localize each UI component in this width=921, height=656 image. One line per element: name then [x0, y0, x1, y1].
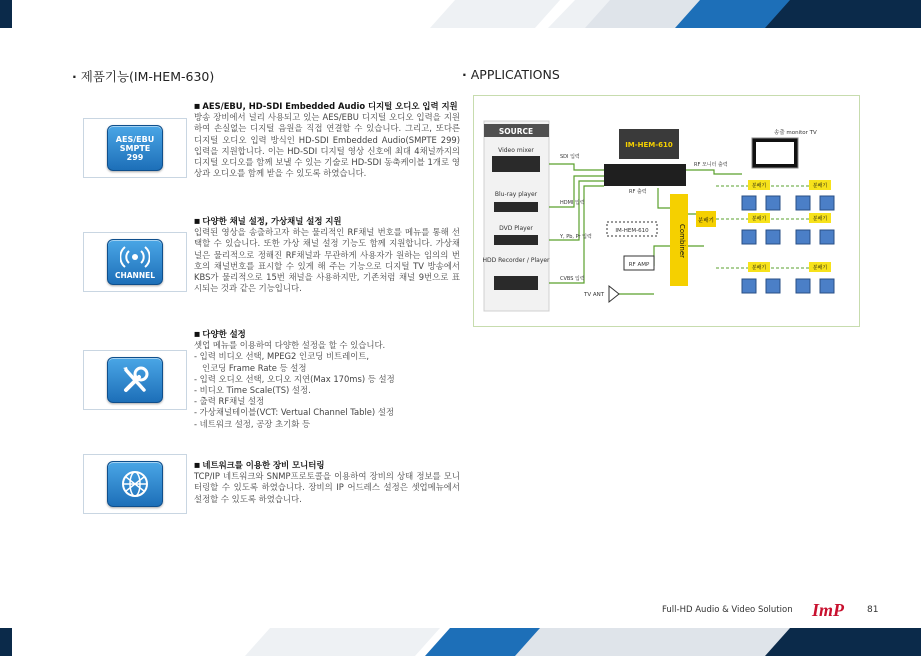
- source-bluray-label: Blu-ray player: [494, 191, 538, 198]
- video-mixer-device: [492, 156, 540, 172]
- distributor-label: 분배기: [698, 218, 714, 224]
- settings-item: 인코딩 Frame Rate 등 설정: [202, 362, 307, 373]
- settings-list: [194, 351, 460, 429]
- splitter-label: 분배기: [812, 216, 828, 222]
- icon-text-line-3: 299: [126, 152, 144, 162]
- features-section-title: · 제품기능(IM-HEM-630): [72, 69, 215, 84]
- settings-item: - 비디오 Time Scale(TS) 설정.: [194, 385, 311, 396]
- icon-text-line-1: AES/EBU: [115, 134, 155, 144]
- antenna-icon: [609, 286, 619, 302]
- page-number: 81: [867, 605, 879, 615]
- page-footer: [662, 600, 879, 620]
- features-title-text: 제품기능(IM-HEM-630): [80, 69, 215, 84]
- feature-aes-ebu: [83, 101, 461, 199]
- globe-icon: [119, 468, 151, 500]
- splitter-label: 분배기: [751, 183, 767, 189]
- feature-intro: 셋업 메뉴를 이용하여 다양한 설정을 할 수 있습니다.: [194, 340, 386, 351]
- monitor-out-label: RF 모니터 출력: [694, 162, 728, 168]
- top-decorative-band: [0, 0, 921, 28]
- feature-text: [194, 216, 460, 294]
- applications-section-title: · APPLICATIONS: [462, 67, 560, 82]
- feature-channel-settings: [83, 216, 461, 312]
- source-hdd-label-1: HDD Recorder / Player: [482, 257, 550, 264]
- signal-cvbs: CVBS 입력: [560, 276, 585, 282]
- feature-heading: ■ 다양한 설정: [194, 329, 460, 340]
- settings-item: - 네트워크 설정, 공장 초기화 등: [194, 418, 311, 429]
- combiner-label: Combiner: [678, 224, 686, 258]
- feature-text: [194, 101, 460, 179]
- brand-logo: ImP: [812, 600, 845, 620]
- applications-diagram: [473, 95, 860, 327]
- network-globe-icon: [107, 461, 163, 507]
- monitor-screen: [756, 142, 794, 164]
- signal-sdi: SDI 입력: [560, 154, 580, 160]
- settings-item: - 입력 비디오 선택, MPEG2 인코딩 비트레이트,: [194, 351, 370, 362]
- device-label: IM-HEM-610: [625, 141, 673, 149]
- icon-text-line-2: SMPTE: [119, 143, 151, 153]
- rf-out-label: RF 출력: [629, 189, 647, 195]
- tools-icon: [107, 357, 163, 403]
- dvd-device: [494, 235, 538, 245]
- feature-text: [194, 329, 460, 430]
- feature-icon-box: [83, 232, 187, 292]
- splitter-label: 분배기: [812, 183, 828, 189]
- splitter-group: [716, 180, 831, 272]
- splitter-label: 분배기: [812, 265, 828, 271]
- splitter-label: 분배기: [751, 265, 767, 271]
- feature-text: [194, 460, 460, 505]
- applications-title-text: APPLICATIONS: [470, 67, 560, 82]
- bottom-decorative-band: [0, 628, 921, 656]
- bluray-device: [494, 202, 538, 212]
- signal-hdmi: HDMI 입력: [560, 200, 585, 206]
- source-dvd-label: DVD Player: [499, 225, 533, 232]
- icon-channel-label: CHANNEL: [114, 270, 156, 280]
- broadcast-waves-icon: [120, 245, 150, 271]
- device-chassis: [604, 164, 686, 186]
- tv-ant-label: TV ANT: [584, 292, 605, 298]
- settings-item: - 가상채널테이블(VCT: Vertual Channel Table) 설정: [194, 407, 395, 418]
- tv-grid: [742, 196, 834, 293]
- footer-text: Full-HD Audio & Video Solution: [662, 605, 793, 615]
- feature-heading: ■ 네트워크를 이용한 장비 모니터링: [194, 460, 460, 471]
- dashed-device-label: IM-HEM-610: [615, 228, 649, 234]
- source-title: SOURCE: [498, 127, 534, 136]
- signal-ypbpr: Y, Pb, Pr 입력: [560, 234, 592, 240]
- feature-heading: ■ 다양한 채널 설정, 가상채널 설정 지원: [194, 216, 460, 227]
- feature-body: 입력된 영상을 송출하고자 하는 물리적인 RF채널 번호를 메뉴를 통해 선택할 수 있습니다. 또한 가상 채널 설정 기능도 함께 지원합니다. 가상채널은 물리적으로 정해진 RF채널과 무관하게 사용자가 원하는 임의의 번호의 채널번호를 표시할 수 있게 해 주는 기능으로 디지털 TV 방송에서 KBS가 물리적으로 15번 채널을 사용하지만, 기존처럼 채널 9번으로 표시되는 것과 같은 기능입니다.: [194, 227, 460, 294]
- feature-body: TCP/IP 네트워크와 SNMP프로토콜을 이용하여 장비의 상태 정보를 모니터링할 수 있도록 하였습니다. 장비의 IP 어드레스 설정은 셋업메뉴에서 설정할 수 있도록 하였습니다.: [194, 471, 460, 504]
- monitor-tv-label: 송출 monitor TV: [774, 130, 817, 136]
- feature-various-settings: [83, 329, 461, 439]
- aes-ebu-smpte-icon: [107, 125, 163, 171]
- feature-network-monitoring: [83, 460, 461, 520]
- system-diagram: [474, 96, 861, 328]
- feature-icon-box: [83, 118, 187, 178]
- hdd-device: [494, 276, 538, 290]
- feature-heading: ■ AES/EBU, HD-SDI Embedded Audio 디지털 오디오 입력 지원: [194, 101, 460, 112]
- settings-item: - 입력 오디오 선택, 오디오 지연(Max 170ms) 등 설정: [194, 373, 395, 384]
- settings-item: - 출력 RF채널 설정: [194, 396, 265, 407]
- feature-body: 방송 장비에서 널리 사용되고 있는 AES/EBU 디지털 오디오 입력을 지원하여 손실없는 디지털 음원을 직접 연결할 수 있습니다. 그리고, 또다른 디지털 오디오 입력 방식인 HD-SDI Embedded Audio(SMPTE 299) 입력을 지원합니다. 이는 HD-SDI 디지털 영상 신호에 최대 4채널까지의 디지털 오디오를 함께 보낼 수 있는 기술로 HD-SDI 동축케이블 1개로 영상과 오디오를 함께 받을 수 있도록 하였습니다.: [194, 112, 460, 179]
- feature-icon-box: [83, 454, 187, 514]
- splitter-label: 분배기: [751, 216, 767, 222]
- feature-icon-box: [83, 350, 187, 410]
- source-video-mixer-label: Video mixer: [498, 147, 534, 154]
- channel-broadcast-icon: [107, 239, 163, 285]
- wrench-screwdriver-icon: [118, 363, 152, 397]
- rf-amp-label: RF AMP: [628, 262, 650, 268]
